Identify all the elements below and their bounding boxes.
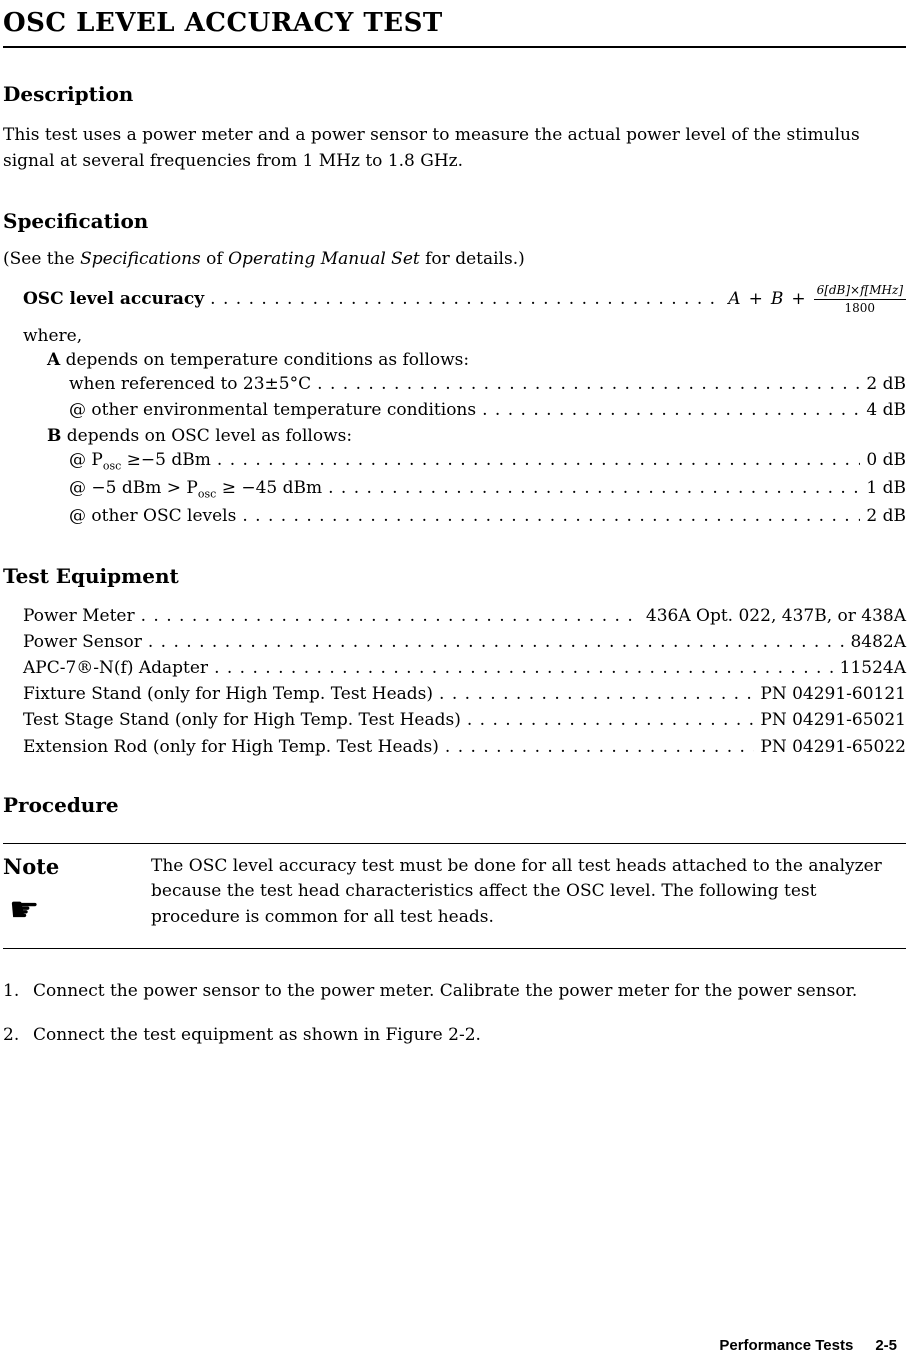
equipment-row <box>23 735 906 759</box>
procedure-step <box>3 1023 906 1049</box>
equipment-label: Power Sensor <box>23 632 142 653</box>
label-text: @ P <box>69 449 103 470</box>
equipment-row <box>23 656 906 680</box>
procedure-heading: Procedure <box>3 792 119 817</box>
spec-line-b2 <box>69 476 906 502</box>
accuracy-formula <box>724 283 906 316</box>
note-label-column <box>3 854 151 931</box>
formula-term-a: A <box>728 289 741 310</box>
equipment-row <box>23 604 906 628</box>
dot-leader <box>317 372 860 396</box>
spec-line-label <box>69 504 236 530</box>
equipment-row <box>23 682 906 706</box>
intro-italic-specifications: Specifications <box>80 248 201 269</box>
spec-line-a2 <box>69 398 906 422</box>
title-divider <box>3 46 906 48</box>
intro-text: (See the <box>3 248 81 269</box>
intro-text: for details.) <box>419 248 525 269</box>
dot-leader <box>467 708 755 732</box>
fraction-denominator: 1800 <box>844 300 876 315</box>
equipment-row <box>23 630 906 654</box>
specification-block <box>3 283 906 530</box>
footer-page-number: 2-5 <box>875 1337 897 1354</box>
spec-line-label <box>69 448 211 474</box>
label-subscript: osc <box>102 459 122 473</box>
step-number: 2. <box>3 1024 20 1045</box>
dot-leader <box>242 504 860 528</box>
equipment-value: PN 04291-65021 <box>760 710 906 731</box>
formula-term-b: B <box>770 289 784 310</box>
note-block <box>3 843 906 950</box>
dot-leader <box>445 735 754 759</box>
label-text: ≥−5 dBm <box>121 449 211 470</box>
footer-section: Performance Tests <box>719 1337 854 1354</box>
formula-plus: + <box>791 289 806 310</box>
condition-b-line <box>47 426 906 446</box>
label-subscript: osc <box>197 487 217 501</box>
dot-leader <box>328 476 860 500</box>
equipment-row <box>23 708 906 732</box>
condition-a-symbol: A <box>47 349 61 370</box>
step-text: Connect the test equipment as shown in Figure 2-2. <box>33 1024 481 1045</box>
dot-leader <box>141 604 640 628</box>
condition-a-line <box>47 350 906 370</box>
equipment-label: Power Meter <box>23 605 135 626</box>
equipment-label: Fixture Stand (only for High Temp. Test Heads) <box>23 684 434 705</box>
intro-italic-manual-set: Operating Manual Set <box>228 248 420 269</box>
spec-line-value: 2 dB <box>866 373 906 394</box>
label-text: @ other OSC levels <box>69 505 237 526</box>
condition-a-text: depends on temperature conditions as follows: <box>60 349 470 370</box>
specification-heading: Specification <box>3 208 149 233</box>
spec-line-label: @ other environmental temperature conditions <box>69 399 477 420</box>
equipment-value: PN 04291-60121 <box>760 684 906 705</box>
formula-fraction <box>814 283 906 316</box>
description-body: This test uses a power meter and a power sensor to measure the actual power level of the stimulus signal at several frequencies from 1 MHz to 1.8 GHz. <box>3 125 860 172</box>
dot-leader <box>482 398 860 422</box>
fraction-numerator: 6[dB]×f[MHz] <box>814 283 906 300</box>
formula-plus: + <box>748 289 763 310</box>
where-label: where, <box>23 325 83 346</box>
dot-leader <box>217 448 861 472</box>
equipment-value: 436A Opt. 022, 437B, or 438A <box>645 605 906 626</box>
spec-line-label: when referenced to 23±5°C <box>69 373 312 394</box>
note-text: The OSC level accuracy test must be done for all test heads attached to the analyzer because the test head characteristics affect the OSC level. The following test procedure is common for all test heads. <box>151 855 882 927</box>
condition-b-symbol: B <box>47 425 62 446</box>
osc-accuracy-label: OSC level accuracy <box>23 289 205 310</box>
page-footer <box>719 1337 897 1354</box>
step-text: Connect the power sensor to the power meter. Calibrate the power meter for the power sensor. <box>33 981 858 1002</box>
pointing-hand-icon: ☛ <box>9 889 40 930</box>
specification-intro <box>3 249 906 269</box>
equipment-label: Extension Rod (only for High Temp. Test Heads) <box>23 736 439 757</box>
dot-leader <box>148 630 845 654</box>
step-number: 1. <box>3 981 20 1002</box>
equipment-label: APC-7®-N(f) Adapter <box>23 658 209 679</box>
label-text: ≥ −45 dBm <box>216 477 323 498</box>
spec-line-a1 <box>69 372 906 396</box>
description-heading: Description <box>3 82 134 106</box>
note-label: Note <box>3 853 60 879</box>
test-equipment-list <box>23 604 906 759</box>
equipment-label: Test Stage Stand (only for High Temp. Test Heads) <box>23 710 461 731</box>
spec-line-b1 <box>69 448 906 474</box>
label-text: @ −5 dBm > P <box>69 477 198 498</box>
spec-line-value: 0 dB <box>866 449 906 470</box>
spec-line-b3 <box>69 504 906 530</box>
dot-leader <box>439 682 754 706</box>
osc-accuracy-row <box>23 283 906 316</box>
test-equipment-heading: Test Equipment <box>3 563 179 588</box>
condition-b-text: depends on OSC level as follows: <box>61 425 353 446</box>
spec-line-value: 2 dB <box>866 505 906 526</box>
equipment-value: 8482A <box>850 632 906 653</box>
intro-text: of <box>200 248 229 269</box>
dot-leader <box>210 287 718 311</box>
equipment-value: 11524A <box>839 658 906 679</box>
procedure-step <box>3 979 906 1005</box>
spec-line-value: 1 dB <box>866 477 906 498</box>
spec-line-value: 4 dB <box>866 399 906 420</box>
page-title: OSC LEVEL ACCURACY TEST <box>3 8 443 38</box>
dot-leader <box>214 656 834 680</box>
note-divider-bottom <box>3 948 906 949</box>
spec-line-label <box>69 476 322 502</box>
procedure-steps <box>3 979 906 1048</box>
equipment-value: PN 04291-65022 <box>760 736 906 757</box>
